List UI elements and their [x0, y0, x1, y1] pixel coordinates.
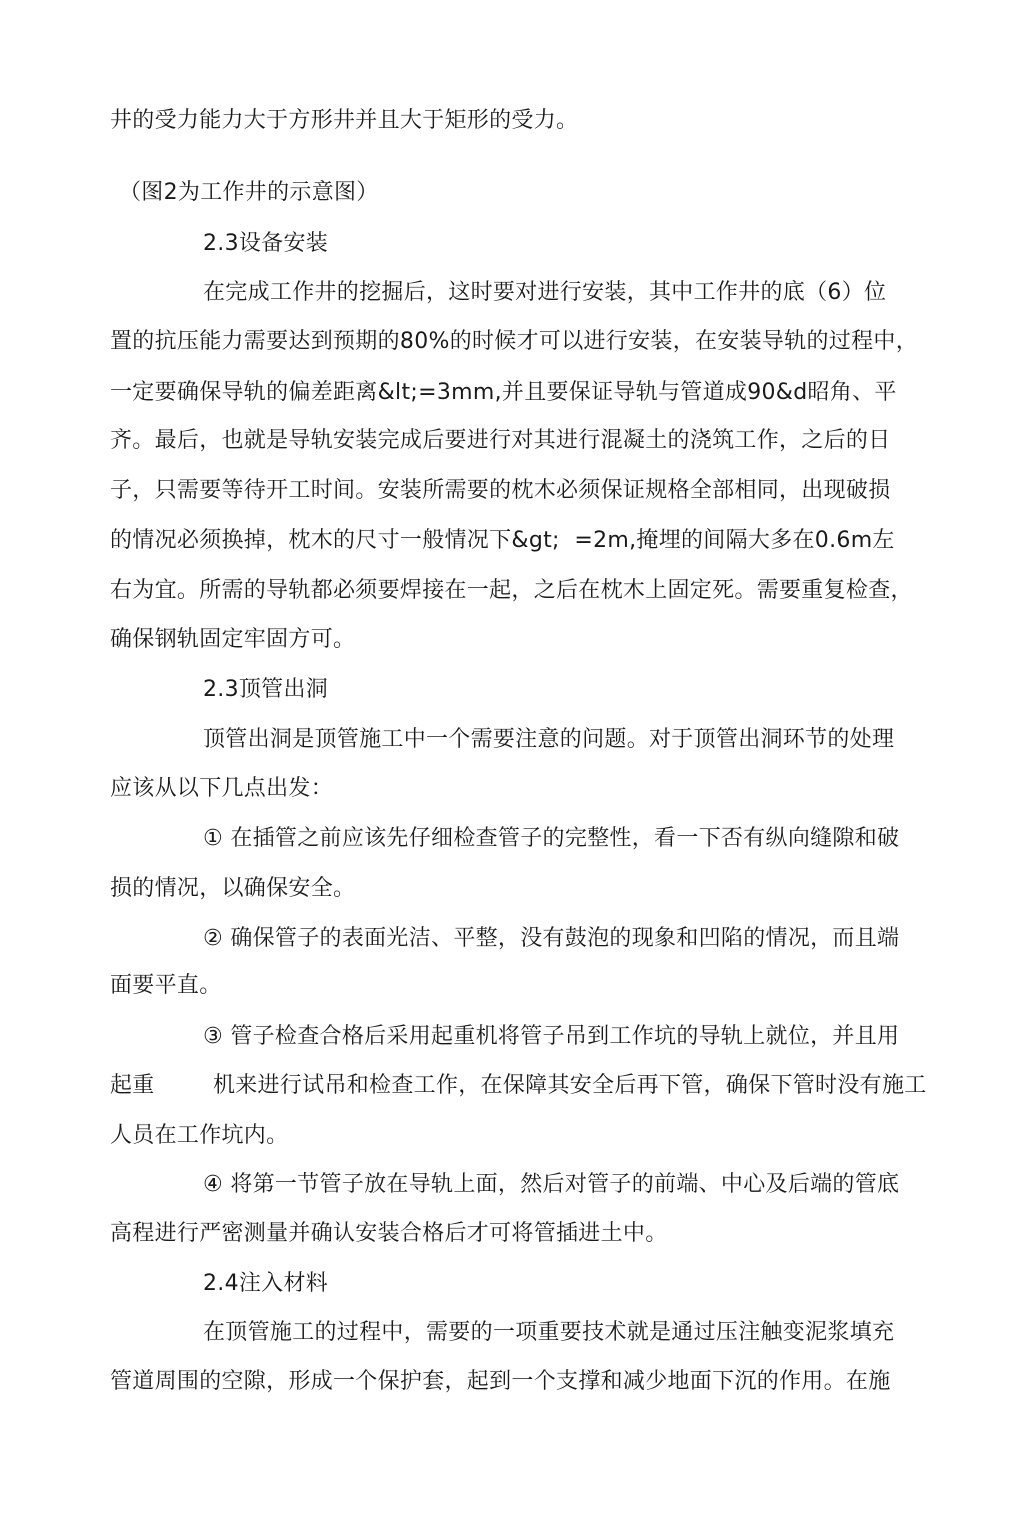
text-line: 面要平直。	[110, 973, 222, 998]
text-line: 子，只需要等待开工时间。安装所需要的枕木必须保证规格全部相同，出现破损	[110, 478, 891, 503]
text-line: 应该从以下几点出发：	[110, 776, 334, 801]
text-line: 确保钢轨固定牢固方可。	[110, 627, 356, 652]
text-line: 一定要确保导轨的偏差距离&lt;=3mm,并且要保证导轨与管道成90&d昭角、平	[110, 380, 897, 405]
section-heading: 2.4注入材料	[203, 1271, 329, 1296]
figure-caption: （图2为工作井的示意图）	[119, 180, 379, 205]
list-item: ④ 将第一节管子放在导轨上面，然后对管子的前端、中心及后端的管底	[203, 1172, 900, 1197]
text-line: 的情况必须换掉，枕木的尺寸一般情况下&gt; =2m,掩埋的间隔大多在0.6m左	[110, 528, 895, 553]
text-line: 人员在工作坑内。	[110, 1123, 289, 1148]
text-line: 在完成工作井的挖掘后，这时要对进行安装，其中工作井的底（6）位	[203, 280, 887, 305]
section-heading: 2.3顶管出洞	[203, 677, 329, 702]
section-heading: 2.3设备安装	[203, 231, 329, 256]
text-line: 高程进行严密测量并确认安装合格后才可将管插进土中。	[110, 1221, 668, 1246]
text-line: 置的抗压能力需要达到预期的80%的时候才可以进行安装，在安装导轨的过程中，	[110, 329, 919, 354]
text-line: 起重 机来进行试吊和检查工作，在保障其安全后再下管，确保下管时没有施工	[110, 1073, 927, 1098]
text-line: 损的情况，以确保安全。	[110, 876, 356, 901]
text-line: 顶管出洞是顶管施工中一个需要注意的问题。对于顶管出洞环节的处理	[203, 727, 895, 752]
text-line: 井的受力能力大于方形井并且大于矩形的受力。	[110, 108, 579, 133]
text-line: 在顶管施工的过程中，需要的一项重要技术就是通过压注触变泥浆填充	[203, 1320, 895, 1345]
text-line: 管道周围的空隙，形成一个保护套，起到一个支撑和减少地面下沉的作用。在施	[110, 1369, 891, 1394]
text-line: 齐。最后，也就是导轨安装完成后要进行对其进行混凝土的浇筑工作，之后的日	[110, 428, 891, 453]
list-item: ① 在插管之前应该先仔细检查管子的完整性，看一下否有纵向缝隙和破	[203, 826, 900, 851]
list-item: ② 确保管子的表面光洁、平整，没有鼓泡的现象和凹陷的情况，而且端	[203, 926, 900, 951]
text-line: 右为宜。所需的导轨都必须要焊接在一起，之后在枕木上固定死。需要重复检查，	[110, 578, 913, 603]
list-item: ③ 管子检查合格后采用起重机将管子吊到工作坑的导轨上就位，并且用	[203, 1024, 900, 1049]
